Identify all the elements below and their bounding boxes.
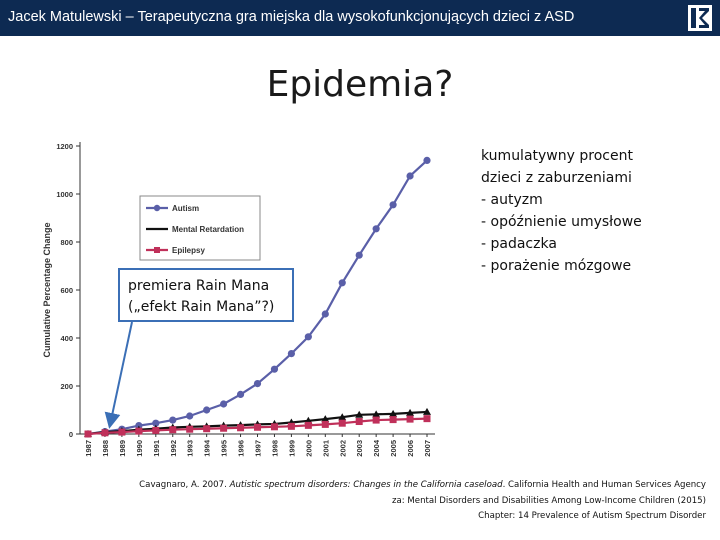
y-tick-label: 400 [60, 334, 73, 343]
legend-label: Epilepsy [172, 246, 205, 255]
x-tick-label: 1997 [253, 440, 263, 457]
rain-man-callout [118, 268, 294, 322]
legend-label: Autism [172, 204, 200, 213]
x-tick-label: 1992 [168, 440, 178, 457]
y-tick-label: 1000 [56, 190, 73, 199]
y-tick-label: 200 [60, 382, 73, 391]
x-tick-label: 2001 [321, 440, 331, 457]
citation [139, 478, 706, 525]
y-tick-label: 0 [68, 430, 73, 439]
citation-line3: Chapter: 14 Prevalence of Autism Spectrum Disorder [478, 511, 706, 521]
callout-line2: („efekt Rain Mana”?) [128, 299, 275, 315]
notes-item-cerebral-palsy: - porażenie mózgowe [481, 258, 632, 274]
y-tick-label: 600 [60, 286, 73, 295]
x-tick-label: 1999 [287, 440, 297, 457]
x-tick-label: 1990 [134, 440, 144, 457]
citation-line1: Cavagnaro, A. 2007. Autistic spectrum disorders: Changes in the California caseload. California Health and Human Services Agency [139, 480, 706, 490]
legend-label: Mental Retardation [172, 225, 245, 234]
callout-line1: premiera Rain Mana [128, 278, 270, 294]
x-tick-label: 2005 [389, 440, 399, 457]
x-tick-label: 1994 [202, 440, 212, 457]
y-tick-label: 800 [60, 238, 73, 247]
x-tick-label: 1991 [151, 440, 161, 457]
x-tick-label: 2004 [372, 440, 382, 457]
x-tick-label: 1989 [117, 440, 127, 457]
x-tick-label: 2003 [355, 440, 365, 457]
notes-item-autism: - autyzm [481, 192, 543, 208]
notes-heading-line2: dzieci z zaburzeniami [481, 170, 632, 186]
x-tick-label: 1988 [100, 440, 110, 457]
notes-heading-line1: kumulatywny procent [481, 148, 633, 164]
x-tick-label: 1996 [236, 440, 246, 457]
x-tick-label: 1987 [84, 440, 93, 457]
citation-line2: za: Mental Disorders and Disabilities Among Low-Income Children (2015) [391, 495, 706, 506]
slide-title: Epidemia? [266, 64, 454, 105]
notes-item-mental-retardation: - opóźnienie umysłowe [481, 214, 642, 230]
x-tick-label: 2000 [304, 440, 314, 457]
x-tick-label: 2002 [338, 440, 348, 457]
x-tick-label: 1995 [219, 440, 229, 457]
x-tick-label: 1993 [185, 440, 195, 457]
y-axis-label: Cumulative Percentage Change [42, 222, 52, 358]
x-tick-label: 2007 [423, 440, 432, 457]
x-tick-label: 2006 [406, 440, 416, 457]
header-title: Jacek Matulewski – Terapeutyczna gra miejska dla wysokofunkcjonujących dzieci z ASD [8, 9, 575, 25]
notes-item-epilepsy: - padaczka [481, 236, 557, 252]
x-tick-label: 1998 [270, 440, 280, 457]
y-tick-label: 1200 [56, 142, 73, 151]
